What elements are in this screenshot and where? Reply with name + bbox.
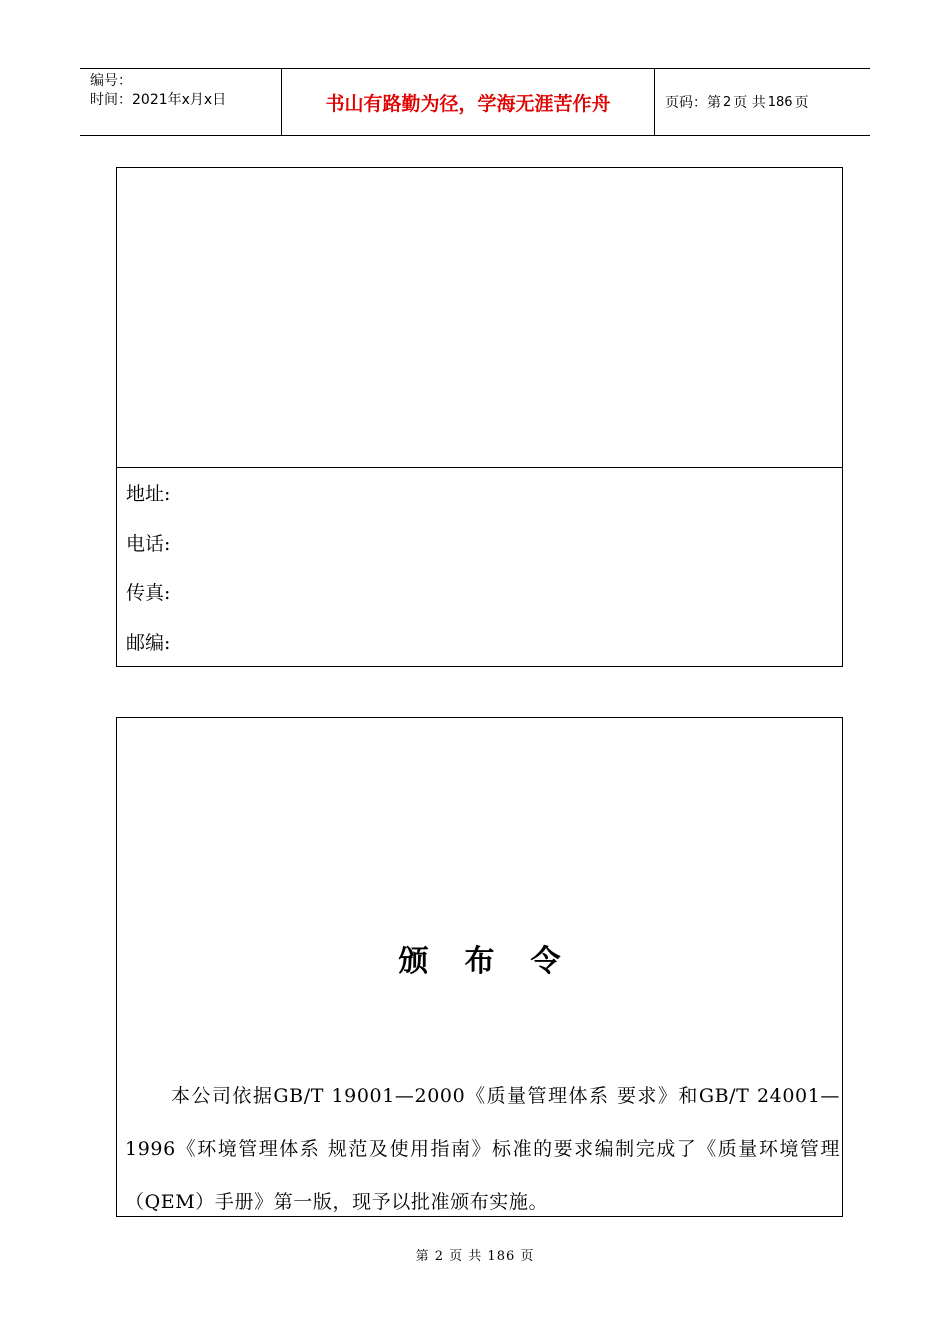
page-total: 186 <box>767 94 793 110</box>
page-header <box>80 68 870 136</box>
decree-title: 颁布令 <box>398 944 597 979</box>
page-label: 页码：第 <box>665 95 721 111</box>
header-motto: 书山有路勤为径，学海无涯苦作舟 <box>282 69 655 135</box>
page-footer: 第 2 页 共 186 页 <box>415 1249 535 1264</box>
document-date: 时间：2021年x月x日 <box>90 92 227 108</box>
cover-info-box <box>116 167 843 667</box>
header-page-info <box>655 69 870 135</box>
decree-paragraph: 本公司依据GB/T 19001—2000《质量管理体系 要求》和GB/T 24001—1996《环境管理体系 规范及使用指南》标准的要求编制完成了《质量环境管理（QEM）手册》第一版，现予以批准颁布实施。 <box>125 1085 840 1213</box>
contact-info <box>117 468 842 676</box>
document-number-label: 编号： <box>90 73 132 89</box>
page-end: 页 <box>794 95 809 111</box>
cover-blank-area <box>117 168 842 468</box>
decree-box <box>116 717 843 1217</box>
postcode-label: 邮编: <box>126 631 171 654</box>
decree-body <box>125 1070 840 1229</box>
phone-label: 电话: <box>126 532 171 555</box>
fax-label: 传真: <box>126 582 171 604</box>
header-meta <box>80 69 282 135</box>
page-current: 2 <box>723 94 732 110</box>
page-mid: 页 共 <box>733 95 766 111</box>
address-label: 地址: <box>126 483 171 505</box>
